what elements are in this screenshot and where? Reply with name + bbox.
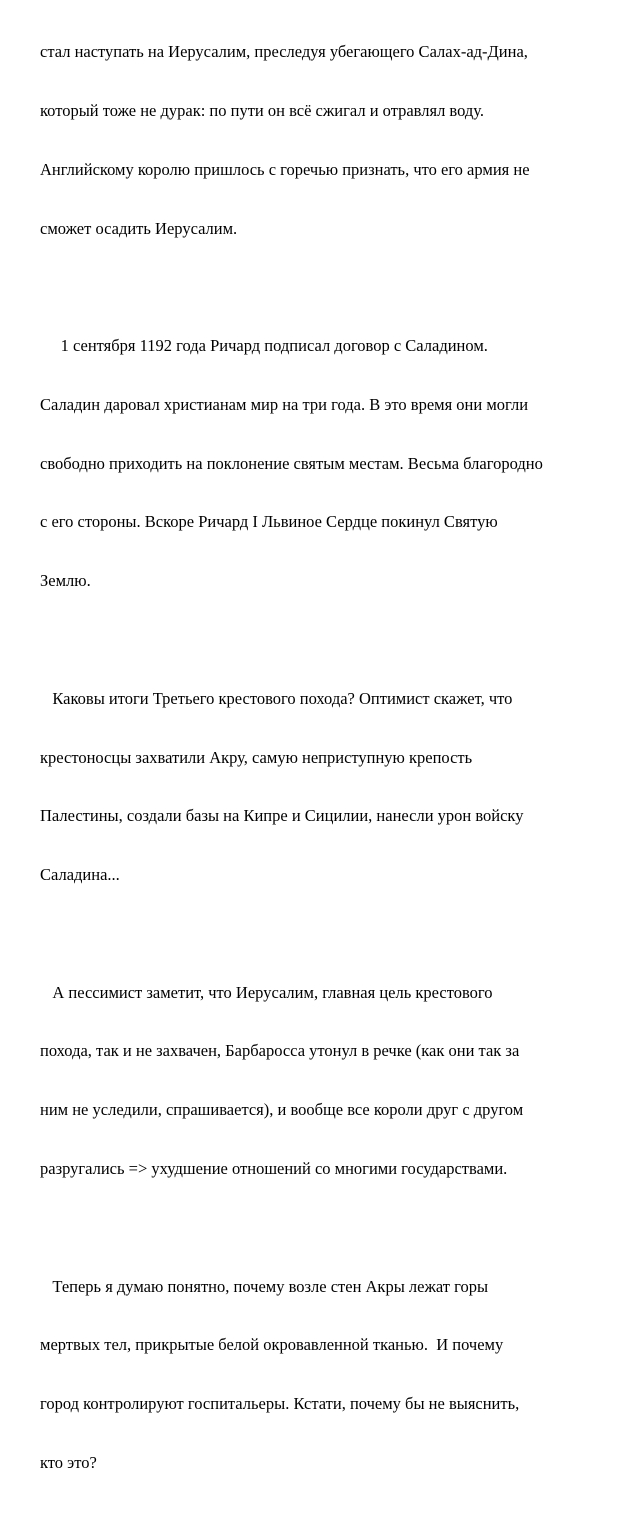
text-line: Саладина...	[40, 865, 120, 885]
text-line: Теперь я думаю понятно, почему возле стен Акры лежат горы	[40, 1276, 489, 1296]
text-line: мертвых тел, прикрытые белой окровавленной тканью. И почему	[40, 1335, 504, 1355]
text-line: Палестины, создали базы на Кипре и Сицилии, нанесли урон войску	[40, 806, 524, 826]
paragraph-treaty	[40, 297, 610, 630]
text-line: стал наступать на Иерусалим, преследуя убегающего Салах-ад-Дина,	[40, 42, 528, 62]
text-line: Каковы итоги Третьего крестового похода? Оптимист скажет, что	[40, 688, 513, 708]
paragraph-acre	[40, 1237, 610, 1511]
text-line: А пессимист заметит, что Иерусалим, главная цель крестового	[40, 982, 493, 1002]
text-line: который тоже не дурак: по пути он всё сжигал и отравлял воду.	[40, 100, 485, 120]
text-line: город контролируют госпитальеры. Кстати, почему бы не выяснить,	[40, 1394, 520, 1414]
paragraph-pessimist	[40, 944, 610, 1218]
text-line: сможет осадить Иерусалим.	[40, 218, 238, 238]
text-line: крестоносцы захватили Акру, самую неприступную крепость	[40, 747, 473, 767]
text-line: Саладин даровал христианам мир на три года. В это время они могли	[40, 394, 529, 414]
text-line: Английскому королю пришлось с горечью признать, что его армия не	[40, 159, 530, 179]
text-line: Землю.	[40, 571, 91, 591]
text-line: похода, так и не захвачен, Барбаросса утонул в речке (как они так за	[40, 1041, 520, 1061]
text-line: 1 сентября 1192 года Ричард подписал договор с Саладином.	[40, 336, 488, 356]
paragraph-optimist	[40, 650, 610, 924]
text-line: разругались => ухудшение отношений со многими государствами.	[40, 1159, 508, 1179]
text-line: ним не уследили, спрашивается), и вообще все короли друг с другом	[40, 1100, 524, 1120]
document-body	[40, 3, 610, 1531]
text-line: свободно приходить на поклонение святым местам. Весьма благородно	[40, 453, 543, 473]
text-line: кто это?	[40, 1452, 97, 1472]
text-line: с его стороны. Вскоре Ричард I Львиное Сердце покинул Святую	[40, 512, 498, 532]
paragraph-jerusalem-march	[40, 3, 610, 277]
